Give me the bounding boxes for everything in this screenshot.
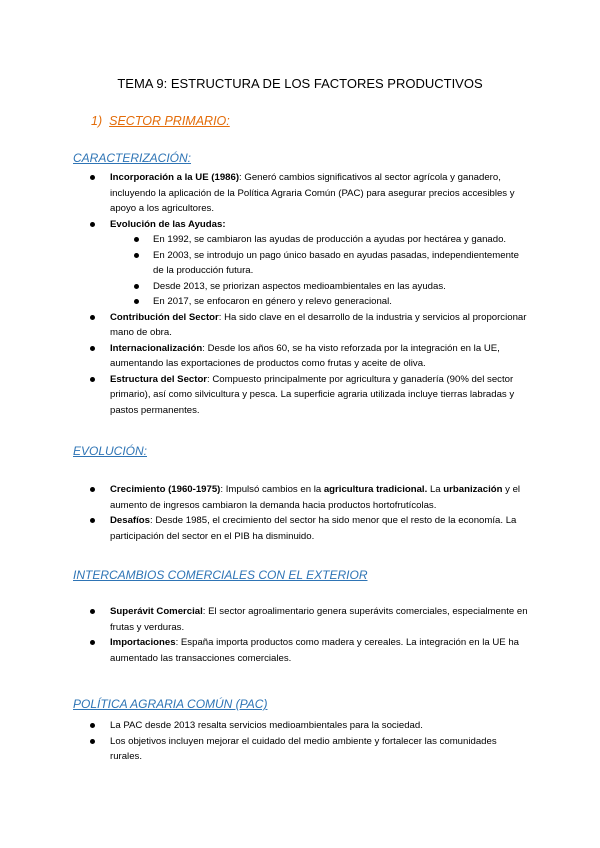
bullet-icon bbox=[90, 518, 95, 523]
heading-evolucion: EVOLUCIÓN: bbox=[73, 444, 148, 458]
bullet-icon bbox=[90, 723, 95, 728]
item-text: : Desde 1985, el crecimiento del sector ha sido menor que el resto de la economía. La participación del sector en el PIB ha disminuido. bbox=[110, 515, 517, 542]
item-text: : Desde los años 60, se ha visto reforzada por la integración en la UE, aumentando las exportaciones de productos como frutas y aceite de oliva. bbox=[110, 342, 500, 369]
section-heading bbox=[91, 114, 230, 128]
intercambios-list bbox=[90, 604, 530, 666]
section-label: SECTOR PRIMARIO: bbox=[109, 114, 230, 128]
bullet-icon bbox=[134, 237, 139, 242]
item-emphasis: urbanización bbox=[443, 484, 503, 495]
heading-intercambios: INTERCAMBIOS COMERCIALES CON EL EXTERIOR bbox=[73, 568, 368, 582]
list-item bbox=[90, 310, 530, 341]
item-text: La PAC desde 2013 resalta servicios medioambientales para la sociedad. bbox=[110, 720, 423, 731]
item-label: Crecimiento (1960-1975) bbox=[110, 484, 221, 495]
heading-caracterizacion: CARACTERIZACIÓN: bbox=[73, 151, 192, 165]
sublist-item bbox=[134, 294, 530, 310]
item-text: : Impulsó cambios en la bbox=[220, 484, 324, 495]
list-item bbox=[90, 734, 530, 765]
item-label: Estructura del Sector bbox=[110, 373, 208, 385]
section-number: 1) bbox=[91, 114, 103, 128]
list-item bbox=[90, 635, 530, 666]
sublist-item bbox=[134, 248, 530, 279]
item-text: : Ha sido clave en el desarrollo de la industria y servicios al proporcionar mano de obra. bbox=[110, 311, 527, 338]
item-text: Los objetivos incluyen mejorar el cuidado del medio ambiente y fortalecer las comunidades rurales. bbox=[110, 735, 497, 762]
item-label: Incorporación a la UE (1986) bbox=[110, 172, 240, 183]
list-item bbox=[90, 482, 530, 513]
sublist-item bbox=[134, 232, 530, 248]
bullet-icon bbox=[134, 299, 139, 304]
item-label: Internacionalización bbox=[110, 342, 203, 354]
evolucion-list bbox=[90, 482, 530, 544]
bullet-icon bbox=[134, 284, 139, 289]
item-text: Desde 2013, se priorizan aspectos medioambientales en las ayudas. bbox=[153, 280, 446, 292]
item-text: En 2017, se enfocaron en género y relevo generacional. bbox=[153, 296, 392, 307]
item-text: : Compuesto principalmente por agricultura y ganadería (90% del sector primario), así como silvicultura y pesca. La superficie agraria utilizada incluye tierras labradas y pastos permanentes. bbox=[110, 373, 515, 416]
list-item bbox=[90, 372, 530, 419]
list-item bbox=[90, 341, 530, 372]
bullet-icon bbox=[90, 640, 95, 645]
item-label: Evolución de las Ayudas: bbox=[110, 218, 226, 230]
item-emphasis: agricultura tradicional. bbox=[323, 484, 428, 495]
item-text: : Generó cambios significativos al sector agrícola y ganadero, incluyendo la aplicación de la Política Agraria Común (PAC) para asegurar precios accesibles y apoyo a los agricultores. bbox=[110, 172, 515, 214]
pac-list bbox=[90, 718, 530, 765]
list-item bbox=[90, 513, 530, 544]
list-item bbox=[90, 718, 530, 734]
list-item bbox=[90, 217, 530, 310]
bullet-icon bbox=[90, 487, 95, 492]
bullet-icon bbox=[90, 315, 95, 320]
sublist-item bbox=[134, 279, 530, 295]
page-title: TEMA 9: ESTRUCTURA DE LOS FACTORES PRODUCTIVOS bbox=[117, 76, 483, 91]
list-item bbox=[90, 604, 530, 635]
caracterizacion-list bbox=[90, 170, 530, 418]
bullet-icon bbox=[90, 175, 95, 180]
bullet-icon bbox=[90, 346, 95, 351]
list-item bbox=[90, 170, 530, 217]
bullet-icon bbox=[90, 739, 95, 744]
ayudas-sublist bbox=[134, 232, 530, 310]
item-text: En 2003, se introdujo un pago único basado en ayudas pasadas, independientemente de la producción futura. bbox=[153, 249, 519, 276]
item-text: En 1992, se cambiaron las ayudas de producción a ayudas por hectárea y ganado. bbox=[153, 234, 507, 245]
item-label: Importaciones bbox=[110, 637, 176, 648]
item-text: y el aumento de ingresos cambiaron la demanda hacia productos hortofrutícolas. bbox=[110, 484, 521, 511]
item-text: : El sector agroalimentario genera superávits comerciales, especialmente en frutas y verduras. bbox=[110, 606, 528, 633]
bullet-icon bbox=[134, 253, 139, 258]
item-label: Desafíos bbox=[110, 515, 150, 526]
item-label: Superávit Comercial bbox=[110, 606, 203, 617]
item-text: La bbox=[427, 484, 444, 495]
bullet-icon bbox=[90, 222, 95, 227]
bullet-icon bbox=[90, 609, 95, 614]
item-label: Contribución del Sector bbox=[110, 311, 219, 323]
bullet-icon bbox=[90, 377, 95, 382]
heading-pac: POLÍTICA AGRARIA COMÚN (PAC) bbox=[73, 697, 268, 711]
item-text: : España importa productos como madera y cereales. La integración en la UE ha aumentado las transacciones comerciales. bbox=[110, 637, 520, 664]
